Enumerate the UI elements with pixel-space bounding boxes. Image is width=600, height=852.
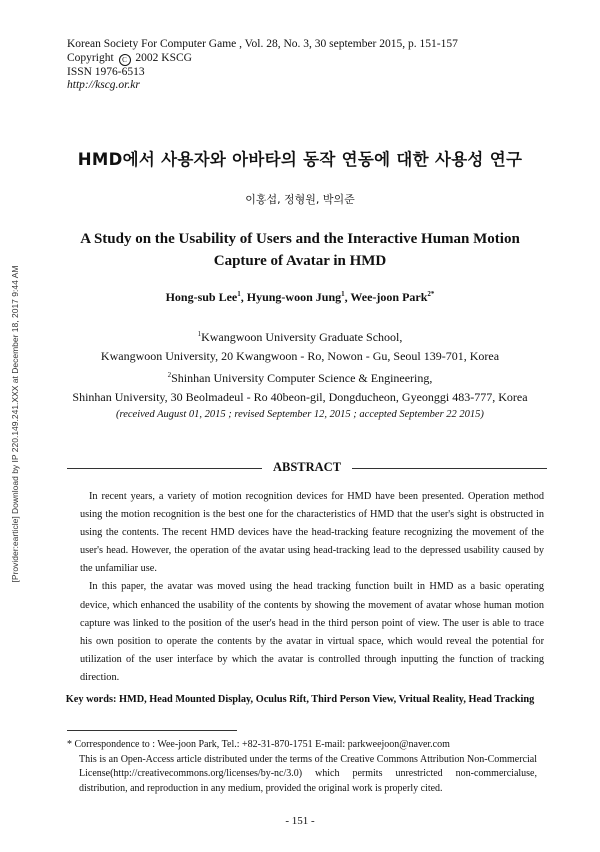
author-1: Hong-sub Lee bbox=[165, 290, 238, 304]
english-title-line1: A Study on the Usability of Users and the Interactive Human Motion bbox=[80, 231, 520, 247]
affiliations bbox=[0, 325, 600, 423]
author-2: Hyung-woon Jung bbox=[246, 290, 342, 304]
journal-url[interactable]: http://kscg.or.kr bbox=[67, 79, 140, 91]
abstract-body bbox=[80, 488, 544, 687]
abstract-header bbox=[67, 460, 547, 476]
english-authors: Hong-sub Lee$^1$, Hyung-woon Jung$^1$, Wee-joon Park$^{2*}$ bbox=[165, 290, 435, 304]
affiliation-2-line1: $^2$Shinhan University Computer Science & Engineering, bbox=[167, 371, 433, 385]
copyright-line: Copyright C 2002 KSCG bbox=[67, 51, 192, 64]
received-dates: (received August 01, 2015 ; revised September 12, 2015 ; accepted September 22 2015) bbox=[116, 409, 484, 420]
abstract-heading: ABSTRACT bbox=[272, 460, 342, 474]
affiliation-2-line2: Shinhan University, 30 Beolmadeul - Ro 40beon-gil, Dongducheon, Gyeonggi 483-777, Korea bbox=[72, 390, 528, 404]
abstract-paragraph-2: In this paper, the avatar was moved using the head tracking function built in HMD as a basic operating device, which enhanced the usability of the contents by showing the movement of avatar whose human motion capture was linked to the position of the user's head in the third person point of view. The user is able to trace his own position to operate the contents by the avatar in virtual space, which would reveal the potential for utilization of the user interface by which the avatar is controlled through inputting the function of tracking direction. bbox=[80, 581, 544, 683]
affiliation-1-line1: $^1$Kwangwoon University Graduate School, bbox=[197, 330, 403, 344]
keywords: Key words: HMD, Head Mounted Display, Oculus Rift, Third Person View, Vritual Reality, Head Tracking bbox=[65, 694, 535, 705]
download-watermark: [Provider:earticle] Download by IP 220.149.241.XXX at December 18, 2017 9:44 AM bbox=[10, 265, 20, 583]
english-title-line2: Capture of Avatar in HMD bbox=[213, 253, 387, 269]
english-title bbox=[60, 228, 540, 272]
footnote bbox=[67, 738, 537, 796]
correspondence-note: * Correspondence to : Wee-joon Park, Tel.: +82-31-870-1751 E-mail: parkweejoon@naver.com bbox=[67, 739, 450, 750]
copyright-icon: C bbox=[119, 54, 131, 66]
author-3: Wee-joon Park bbox=[350, 290, 428, 304]
page-number: - 151 - bbox=[285, 815, 315, 827]
issn: ISSN 1976-6513 bbox=[67, 65, 145, 78]
korean-authors: 이홍섭, 정형원, 박의준 bbox=[245, 193, 355, 206]
journal-citation: Korean Society For Computer Game , Vol. 28, No. 3, 30 september 2015, p. 151-157 bbox=[67, 38, 458, 50]
affiliation-1-line2: Kwangwoon University, 20 Kwangwoon - Ro, Nowon - Gu, Seoul 139-701, Korea bbox=[100, 349, 500, 363]
abstract-rule-right bbox=[352, 468, 547, 469]
footnote-divider bbox=[67, 730, 237, 731]
korean-title: HMD에서 사용자와 아바타의 동작 연동에 대한 사용성 연구 bbox=[77, 150, 523, 169]
journal-header bbox=[67, 38, 458, 93]
license-note: This is an Open-Access article distributed under the terms of the Creative Commons Attribution Non-Commercial License(http://creativecommons.org/licenses/by-nc/3.0) which permits unrestricted non-commercialuse, distribution, and reproduction in any medium, provided the original work is properly cited. bbox=[79, 753, 537, 794]
abstract-paragraph-1: In recent years, a variety of motion recognition devices for HMD have been presented. Operation method using the motion recognition is the best one for the characteristics of HMD that the user's sight is obstructed in using the contents. The recent HMD devices have the head-tracking feature recognizing the movement of the user's head. However, the operation of the avatar using head-tracking lead to the depressed usability caused by the unfamiliar use. bbox=[80, 491, 544, 575]
